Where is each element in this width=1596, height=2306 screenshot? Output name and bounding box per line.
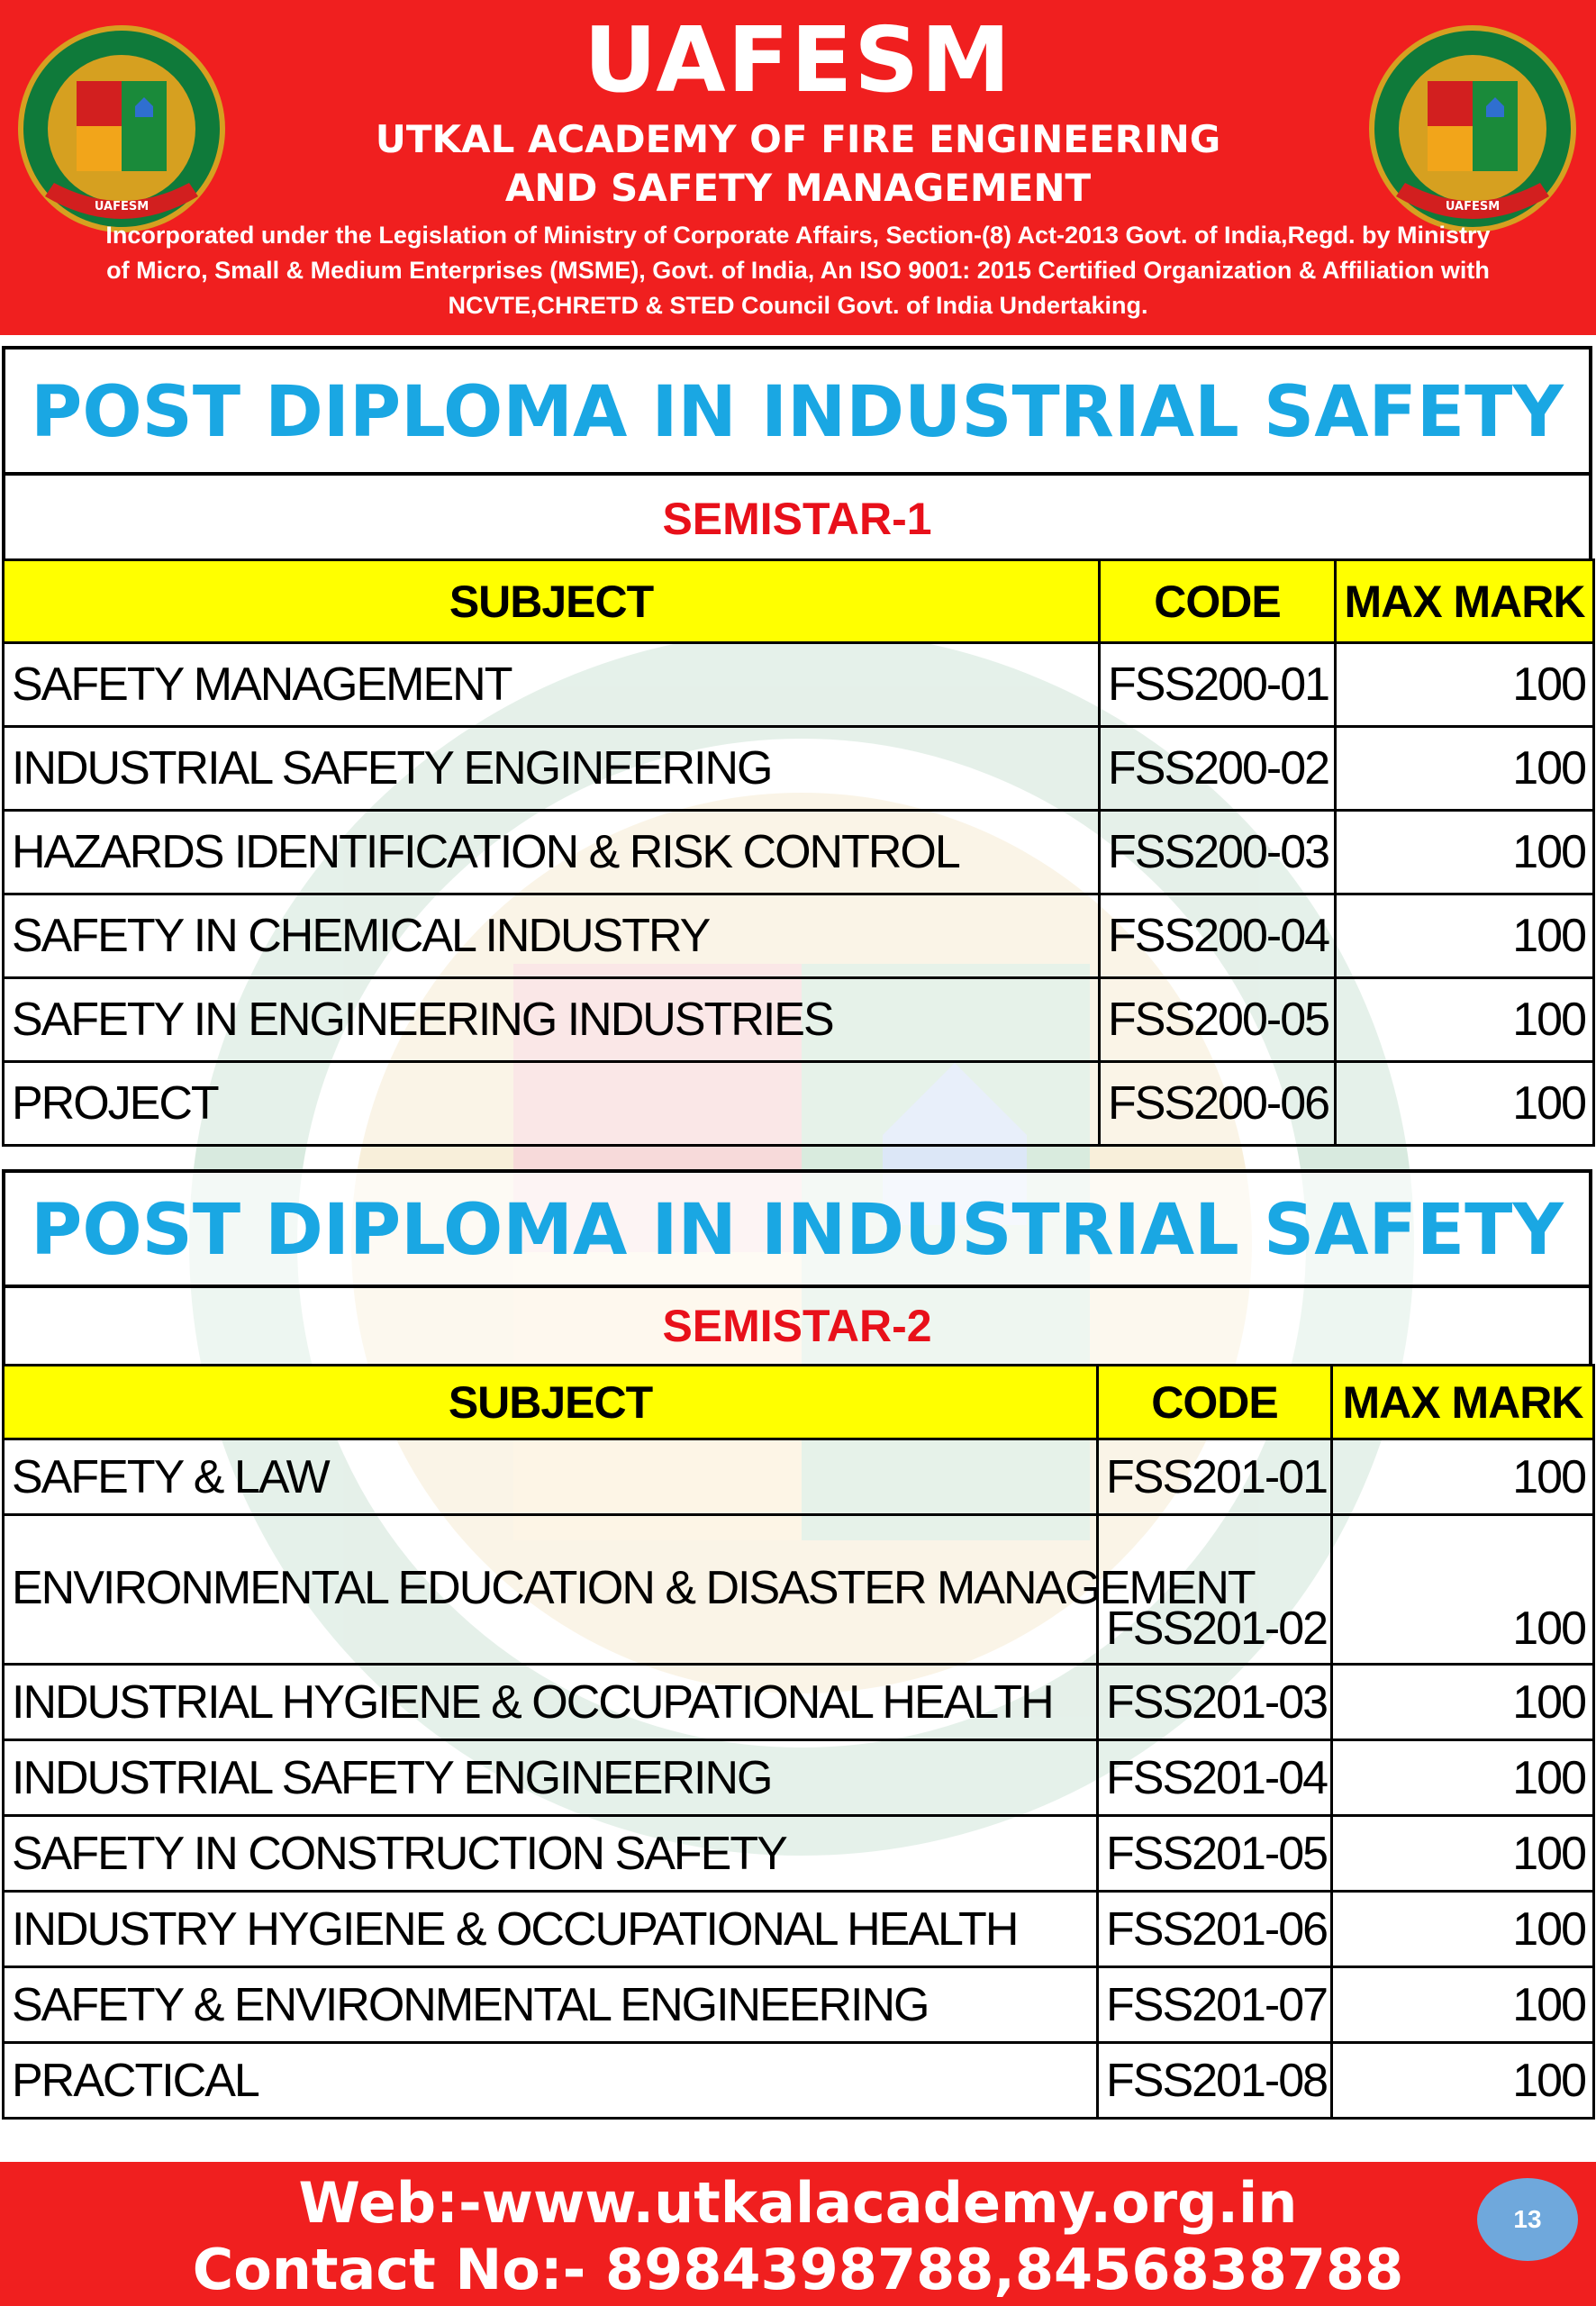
table-header-row xyxy=(4,560,1594,643)
subject-cell: SAFETY & ENVIRONMENTAL ENGINEERING xyxy=(4,1967,1098,2043)
max-mark-cell: 100 xyxy=(1332,1740,1594,1816)
max-mark-cell: 100 xyxy=(1332,1967,1594,2043)
code-cell: FSS200-03 xyxy=(1100,811,1336,894)
course-title: POST DIPLOMA IN INDUSTRIAL SAFETY xyxy=(2,346,1592,472)
subject-cell: HAZARDS IDENTIFICATION & RISK CONTROL xyxy=(4,811,1100,894)
table-row xyxy=(4,643,1594,727)
table-row xyxy=(4,978,1594,1062)
semester-2-section xyxy=(2,1169,1592,2120)
subject-cell: SAFETY IN CHEMICAL INDUSTRY xyxy=(4,894,1100,978)
website-link[interactable]: Web:-www.utkalacademy.org.in xyxy=(298,2170,1298,2236)
subjects-table xyxy=(2,558,1595,1147)
semester-label: SEMISTAR-1 xyxy=(2,472,1592,558)
code-cell: FSS200-04 xyxy=(1100,894,1336,978)
incorporation-line: of Micro, Small & Medium Enterprises (MSME), Govt. of India, An ISO 9001: 2015 Certified Organization & Affiliation with xyxy=(106,257,1490,284)
subject-cell: INDUSTRY HYGIENE & OCCUPATIONAL HEALTH xyxy=(4,1892,1098,1967)
column-header-code: CODE xyxy=(1098,1366,1332,1439)
subject-cell: PROJECT xyxy=(4,1062,1100,1146)
column-header-subject: SUBJECT xyxy=(4,1366,1098,1439)
code-cell: FSS201-03 xyxy=(1098,1665,1332,1740)
max-mark-cell: 100 xyxy=(1336,811,1594,894)
table-row xyxy=(4,811,1594,894)
svg-text:UAFESM: UAFESM xyxy=(1445,200,1501,213)
table-row xyxy=(4,2043,1594,2119)
column-header-max-mark: MAX MARK xyxy=(1336,560,1594,643)
semester-1-section xyxy=(2,346,1592,1147)
max-mark-cell: 100 xyxy=(1332,1816,1594,1892)
incorporation-statement xyxy=(18,218,1578,323)
incorporation-line: NCVTE,CHRETD & STED Council Govt. of India Undertaking. xyxy=(448,292,1148,319)
column-header-subject: SUBJECT xyxy=(4,560,1100,643)
footer-banner xyxy=(0,2162,1596,2306)
code-cell: FSS200-02 xyxy=(1100,727,1336,811)
subject-cell: SAFETY IN CONSTRUCTION SAFETY xyxy=(4,1816,1098,1892)
code-cell: FSS201-05 xyxy=(1098,1816,1332,1892)
org-name-line: UTKAL ACADEMY OF FIRE ENGINEERING xyxy=(375,117,1221,161)
org-name xyxy=(252,115,1344,213)
incorporation-line: Incorporated under the Legislation of Ministry of Corporate Affairs, Section-(8) Act-2013 Govt. of India,Regd. by Ministry xyxy=(105,222,1491,249)
max-mark-cell: 100 xyxy=(1332,1892,1594,1967)
table-header-row xyxy=(4,1366,1594,1439)
max-mark-cell: 100 xyxy=(1336,978,1594,1062)
table-row xyxy=(4,727,1594,811)
table-row xyxy=(4,1062,1594,1146)
code-cell: FSS200-01 xyxy=(1100,643,1336,727)
subject-cell: SAFETY IN ENGINEERING INDUSTRIES xyxy=(4,978,1100,1062)
table-row xyxy=(4,1816,1594,1892)
org-name-line: AND SAFETY MANAGEMENT xyxy=(504,166,1092,210)
subject-cell: INDUSTRIAL SAFETY ENGINEERING xyxy=(4,1740,1098,1816)
table-row xyxy=(4,1439,1594,1515)
subject-cell: SAFETY & LAW xyxy=(4,1439,1098,1515)
code-cell: FSS201-02 xyxy=(1098,1515,1332,1665)
code-cell: FSS201-04 xyxy=(1098,1740,1332,1816)
subjects-table xyxy=(2,1364,1595,2120)
contact-numbers: Contact No:- 8984398788,8456838788 xyxy=(192,2237,1404,2302)
code-cell: FSS200-06 xyxy=(1100,1062,1336,1146)
code-cell: FSS200-05 xyxy=(1100,978,1336,1062)
course-title: POST DIPLOMA IN INDUSTRIAL SAFETY xyxy=(2,1169,1592,1285)
max-mark-cell: 100 xyxy=(1332,1515,1594,1665)
table-row xyxy=(4,1967,1594,2043)
subject-cell: SAFETY MANAGEMENT xyxy=(4,643,1100,727)
max-mark-cell: 100 xyxy=(1336,727,1594,811)
header-banner xyxy=(0,0,1596,335)
table-row xyxy=(4,1515,1594,1665)
column-header-code: CODE xyxy=(1100,560,1336,643)
page-number-badge: 13 xyxy=(1477,2178,1578,2261)
max-mark-cell: 100 xyxy=(1332,1665,1594,1740)
subject-cell: INDUSTRIAL SAFETY ENGINEERING xyxy=(4,727,1100,811)
subject-cell: INDUSTRIAL HYGIENE & OCCUPATIONAL HEALTH xyxy=(4,1665,1098,1740)
max-mark-cell: 100 xyxy=(1336,894,1594,978)
subject-cell: ENVIRONMENTAL EDUCATION & DISASTER MANAGEMENT xyxy=(4,1515,1098,1665)
code-cell: FSS201-06 xyxy=(1098,1892,1332,1967)
svg-text:UAFESM: UAFESM xyxy=(94,200,150,213)
table-row xyxy=(4,894,1594,978)
subject-cell: PRACTICAL xyxy=(4,2043,1098,2119)
org-abbreviation: UAFESM xyxy=(584,7,1012,113)
code-cell: FSS201-07 xyxy=(1098,1967,1332,2043)
max-mark-cell: 100 xyxy=(1332,1439,1594,1515)
table-row xyxy=(4,1665,1594,1740)
code-cell: FSS201-01 xyxy=(1098,1439,1332,1515)
table-row xyxy=(4,1892,1594,1967)
table-row xyxy=(4,1740,1594,1816)
max-mark-cell: 100 xyxy=(1332,2043,1594,2119)
max-mark-cell: 100 xyxy=(1336,1062,1594,1146)
column-header-max-mark: MAX MARK xyxy=(1332,1366,1594,1439)
code-cell: FSS201-08 xyxy=(1098,2043,1332,2119)
semester-label: SEMISTAR-2 xyxy=(2,1285,1592,1364)
max-mark-cell: 100 xyxy=(1336,643,1594,727)
